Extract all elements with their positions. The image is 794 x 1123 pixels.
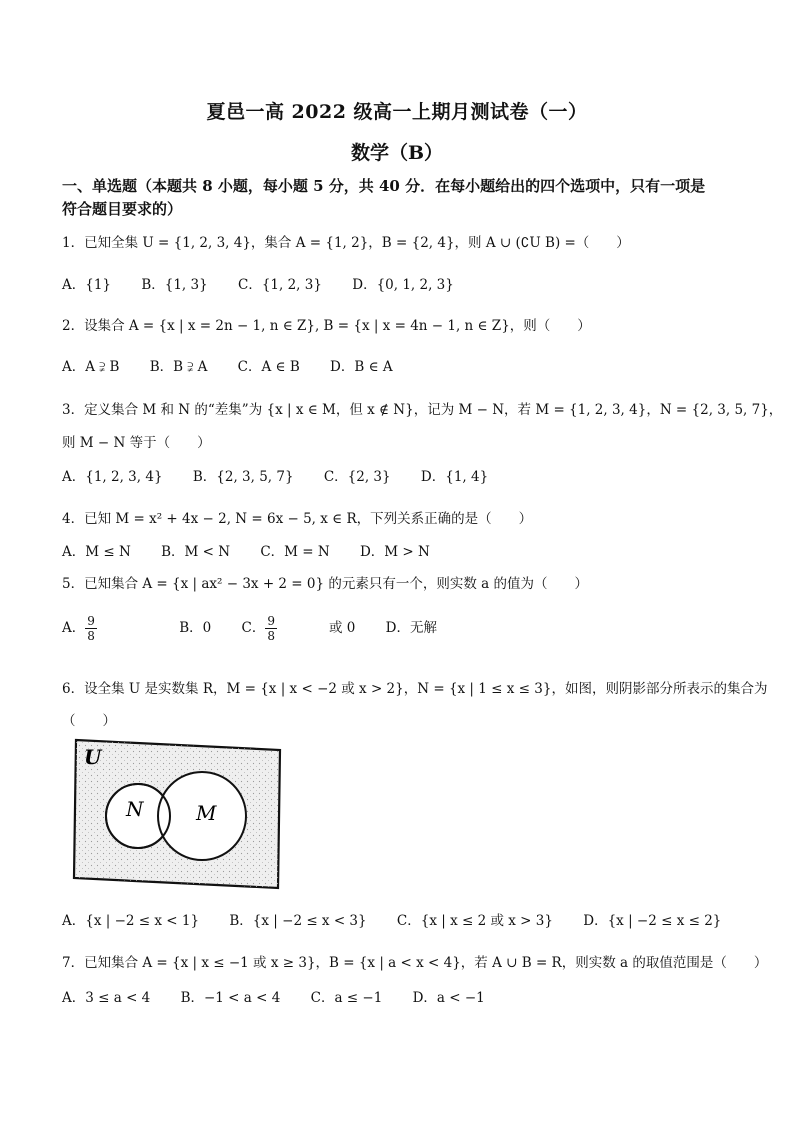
q1-option-d: D．{0, 1, 2, 3} (352, 277, 454, 293)
venn-label-u: U (84, 745, 102, 769)
question-6-options (62, 909, 747, 929)
venn-diagram (72, 738, 284, 890)
exam-title: 夏邑一高 2022 级高一上期月测试卷（一） (206, 101, 588, 123)
q2-option-d: D．B ∈ A (330, 359, 393, 375)
q4-option-d: D．M > N (359, 544, 430, 560)
question-1-stem: 1．已知全集 U = {1, 2, 3, 4}，集合 A = {1, 2}，B = {2, 4}，则 A ∪ (∁U B) =（ ） (62, 235, 630, 251)
question-1-options (62, 273, 480, 293)
q6-option-c: C．{x | x ≤ 2 或 x > 3} (396, 913, 553, 929)
q1-option-b: B．{1, 3} (141, 277, 208, 293)
question-3-stem: 3．定义集合 M 和 N 的“差集”为 {x | x ∈ M，但 x ∉ N}，记为 M − N，若 M = {1, 2, 3, 4}，N = {2, 3, 5, 7}， (62, 402, 783, 418)
question-5-options (62, 614, 463, 643)
q4-option-c: C．M = N (260, 544, 330, 560)
exam-subtitle: 数学（B） (350, 142, 444, 164)
section-heading-line1: 一、单选题（本题共 8 小题，每小题 5 分，共 40 分．在每小题给出的四个选项中，只有一项是 (62, 177, 706, 195)
q3-option-c: C．{2, 3} (323, 469, 391, 485)
q5-option-b: B．0 (179, 620, 212, 636)
q3-option-d: D．{1, 4} (420, 469, 489, 485)
question-5-stem: 5．已知集合 A = {x | ax² − 3x + 2 = 0} 的元素只有一个，则实数 a 的值为（ ） (62, 576, 589, 592)
question-7-stem: 7．已知集合 A = {x | x ≤ −1 或 x ≥ 3}，B = {x | a < x < 4}，若 A ∪ B = R，则实数 a 的取值范围是（ ） (62, 955, 768, 971)
question-2-options (62, 355, 419, 375)
question-2-stem: 2．设集合 A = {x | x = 2n − 1, n ∈ Z}, B = {x | x = 4n − 1, n ∈ Z}，则（ ） (62, 318, 591, 334)
q7-option-c: C．a ≤ −1 (310, 990, 383, 1006)
q4-option-a: A．M ≤ N (62, 544, 131, 560)
question-3-stem-cont: 则 M − N 等于（ ） (62, 435, 211, 451)
q5-fraction-c: $\frac{9}{8}$ (267, 614, 275, 643)
question-3-options (62, 465, 514, 485)
q1-option-c: C．{1, 2, 3} (238, 277, 322, 293)
question-7-options (62, 986, 511, 1006)
q3-option-b: B．{2, 3, 5, 7} (192, 469, 294, 485)
q7-option-d: D．a < −1 (412, 990, 485, 1006)
q2-option-c: C．A ∈ B (237, 359, 300, 375)
question-4-options (62, 540, 456, 560)
q3-option-a: A．{1, 2, 3, 4} (62, 469, 163, 485)
q6-option-b: B．{x | −2 ≤ x < 3} (229, 913, 367, 929)
q7-option-b: B．−1 < a < 4 (180, 990, 281, 1006)
venn-label-m: M (196, 801, 217, 825)
q6-option-d: D．{x | −2 ≤ x ≤ 2} (583, 913, 722, 929)
venn-label-n: N (126, 797, 144, 821)
question-4-stem: 4．已知 M = x² + 4x − 2, N = 6x − 5, x ∈ R，下列关系正确的是（ ） (62, 511, 533, 527)
q7-option-a: A．3 ≤ a < 4 (62, 990, 151, 1006)
q6-option-a: A．{x | −2 ≤ x < 1} (62, 913, 200, 929)
q2-option-a: A．A ⫌ B (62, 359, 120, 375)
question-6-stem: 6．设全集 U 是实数集 R，M = {x | x < −2 或 x > 2}，N = {x | 1 ≤ x ≤ 3}，如图，则阴影部分所表示的集合为 (62, 681, 768, 697)
q5-option-d: D．无解 (385, 620, 437, 636)
question-6-stem-cont: （ ） (62, 713, 116, 729)
q4-option-b: B．M < N (161, 544, 231, 560)
q5-option-c: C． $\frac{9}{8}$ 或 0 (241, 614, 356, 643)
q5-option-a: A． $\frac{9}{8}$ (62, 620, 149, 636)
section-heading-line2: 符合题目要求的） (62, 200, 183, 218)
q2-option-b: B．B ⫌ A (149, 359, 208, 375)
q5-fraction-a: $\frac{9}{8}$ (87, 614, 95, 643)
q1-option-a: A．{1} (62, 277, 112, 293)
